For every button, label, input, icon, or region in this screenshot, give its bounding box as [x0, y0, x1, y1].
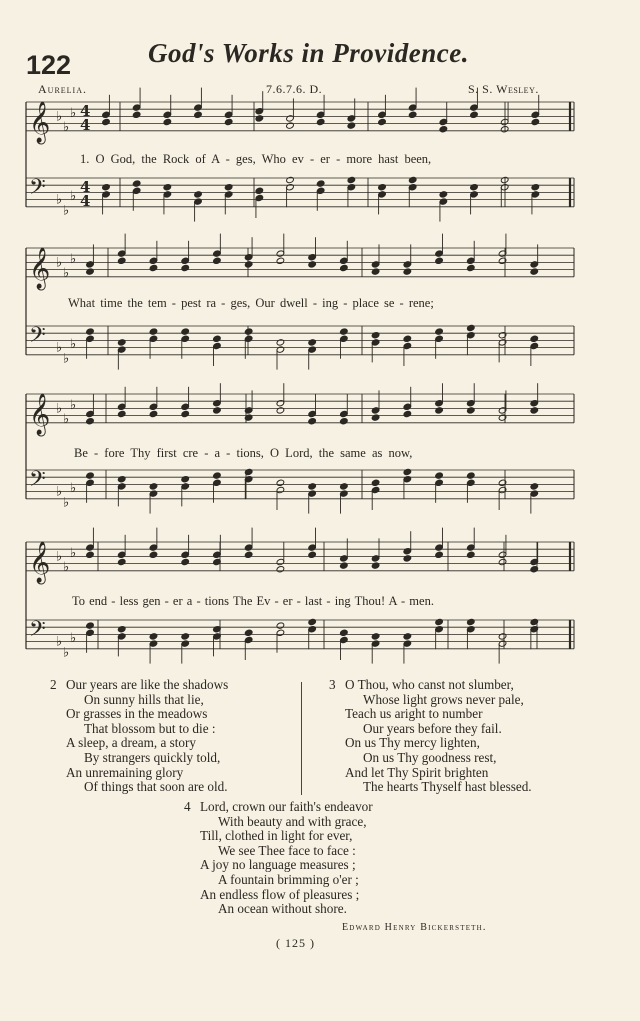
note-head: [86, 268, 95, 275]
verse-number: 4: [184, 799, 191, 814]
note-head: [467, 264, 476, 271]
note-head: [181, 476, 190, 483]
flat-icon: ♭: [70, 397, 77, 413]
note-head: [117, 626, 126, 633]
note-head: [435, 472, 444, 479]
note-head: [181, 558, 190, 565]
note-head: [149, 633, 158, 640]
verse-line: Or grasses in the meadows: [66, 706, 208, 722]
flat-icon: ♭: [70, 251, 77, 267]
note-head: [86, 418, 95, 425]
note-head: [276, 257, 285, 264]
note-head: [86, 622, 95, 629]
verse-divider: [301, 682, 302, 795]
treble-clef-icon: 𝄞: [29, 393, 51, 435]
note-head: [149, 551, 158, 558]
note-head: [255, 115, 264, 122]
note-head: [213, 335, 222, 342]
note-head: [408, 176, 417, 183]
note-head: [340, 328, 349, 335]
flat-icon: ♭: [56, 401, 63, 417]
note-head: [530, 483, 539, 490]
note-head: [308, 261, 317, 268]
note-head: [403, 268, 412, 275]
flat-icon: ♭: [63, 412, 70, 428]
bass-clef-icon: 𝄢: [29, 175, 46, 205]
note-head: [286, 122, 295, 129]
note-head: [531, 184, 540, 191]
note-head: [347, 176, 356, 183]
verse-line: On us Thy mercy lighten,: [345, 735, 480, 751]
note-head: [244, 328, 253, 335]
note-head: [498, 332, 507, 339]
flat-icon: ♭: [56, 634, 63, 650]
note-head: [435, 407, 444, 414]
verse-line: An unremaining glory: [66, 764, 184, 780]
note-head: [467, 618, 476, 625]
verse-number: 2: [50, 677, 57, 692]
note-head: [181, 264, 190, 271]
note-head: [340, 418, 349, 425]
note-head: [470, 184, 479, 191]
verse-line: By strangers quickly told,: [84, 749, 221, 765]
note-head: [403, 410, 412, 417]
verse-line: A sleep, a dream, a story: [66, 735, 197, 751]
note-head: [371, 268, 380, 275]
lyric-line: Be - fore Thy first cre - a - tions, O Lord, the same as now,: [74, 446, 413, 460]
lyric-line: To end - less gen - er a - tions The Ev - er - last - ing Thou! A - men.: [72, 594, 434, 608]
treble-clef-icon: 𝄞: [29, 541, 51, 583]
flat-icon: ♭: [70, 337, 77, 352]
note-head: [117, 558, 126, 565]
verse-line: Lord, crown our faith's endeavor: [200, 799, 373, 814]
time-signature: 4: [80, 116, 91, 134]
note-head: [86, 472, 95, 479]
note-head: [531, 118, 540, 125]
time-signature: 4: [80, 102, 91, 120]
author: Edward Henry Bickersteth.: [342, 922, 487, 933]
flat-icon: ♭: [63, 645, 70, 661]
meter: 7.6.7.6. D.: [266, 82, 323, 96]
flat-icon: ♭: [70, 189, 77, 204]
note-head: [276, 479, 285, 486]
hymn-title: God's Works in Providence.: [148, 38, 470, 68]
note-head: [181, 633, 190, 640]
note-head: [378, 118, 387, 125]
note-head: [340, 629, 349, 636]
note-head: [149, 328, 158, 335]
note-head: [371, 479, 380, 486]
time-signature: 4: [80, 178, 91, 196]
note-head: [224, 184, 233, 191]
verse-line: That blossom but to die :: [84, 720, 216, 736]
verse-4: [184, 800, 373, 917]
flat-icon: ♭: [63, 560, 70, 576]
flat-icon: ♭: [63, 266, 70, 282]
note-head: [244, 629, 253, 636]
verse-line: A fountain brimming o'er ;: [218, 871, 359, 887]
note-head: [378, 184, 387, 191]
note-head: [276, 622, 285, 629]
verse-line: O Thou, who canst not slumber,: [345, 677, 514, 692]
time-signature: 4: [80, 192, 91, 210]
note-head: [435, 328, 444, 335]
note-head: [102, 118, 111, 125]
note-head: [439, 191, 448, 198]
note-head: [371, 633, 380, 640]
note-head: [117, 339, 126, 346]
note-head: [181, 410, 190, 417]
verse-line: Teach us aright to number: [345, 706, 483, 722]
tune-name: Aurelia.: [38, 82, 87, 96]
verse-line: Till, clothed in light for ever,: [200, 828, 353, 844]
flat-icon: ♭: [56, 340, 63, 356]
verse-line: With beauty and with grace,: [218, 813, 367, 829]
note-head: [276, 407, 285, 414]
note-head: [163, 184, 172, 191]
composer: S. S. Wesley.: [468, 82, 539, 96]
note-head: [403, 335, 412, 342]
note-head: [244, 468, 253, 475]
note-head: [213, 257, 222, 264]
bass-clef-icon: 𝄢: [29, 617, 46, 647]
note-head: [371, 332, 380, 339]
note-head: [132, 111, 141, 118]
verse-line: Whose light grows never pale,: [363, 691, 524, 707]
note-head: [276, 339, 285, 346]
note-head: [194, 111, 203, 118]
note-head: [213, 407, 222, 414]
bass-clef-icon: 𝄢: [29, 467, 46, 497]
lyric-line: 1. O God, the Rock of A - ges, Who ev - er - more hast been,: [80, 152, 432, 166]
note-head: [435, 551, 444, 558]
note-head: [316, 118, 325, 125]
flat-icon: ♭: [70, 631, 77, 646]
note-head: [308, 418, 317, 425]
verse-line: Our years before they fail.: [363, 720, 502, 736]
note-head: [244, 261, 253, 268]
note-head: [467, 551, 476, 558]
note-head: [340, 483, 349, 490]
note-head: [149, 410, 158, 417]
flat-icon: ♭: [70, 545, 77, 561]
note-head: [194, 191, 203, 198]
treble-clef-icon: 𝄞: [29, 247, 51, 289]
note-head: [181, 328, 190, 335]
note-head: [498, 414, 507, 421]
verse-3: [329, 678, 532, 795]
note-head: [530, 268, 539, 275]
note-head: [316, 180, 325, 187]
note-head: [435, 257, 444, 264]
note-head: [530, 566, 539, 573]
hymn-number: 122: [26, 50, 72, 80]
note-head: [347, 122, 356, 129]
flat-icon: ♭: [63, 351, 70, 367]
verse-line: On sunny hills that lie,: [84, 691, 204, 707]
verse-line: Our years are like the shadows: [66, 677, 229, 692]
flat-icon: ♭: [56, 255, 63, 271]
note-head: [340, 264, 349, 271]
verse-2: [50, 678, 228, 795]
note-head: [86, 328, 95, 335]
note-head: [403, 633, 412, 640]
note-head: [498, 558, 507, 565]
verse-line: A joy no language measures ;: [200, 857, 356, 873]
verse-number: 3: [329, 677, 336, 692]
note-head: [439, 126, 448, 133]
note-head: [117, 410, 126, 417]
note-head: [470, 111, 479, 118]
note-head: [149, 264, 158, 271]
note-head: [244, 551, 253, 558]
note-head: [308, 483, 317, 490]
note-head: [308, 551, 317, 558]
note-head: [276, 566, 285, 573]
verse-line: The hearts Thyself hast blessed.: [363, 779, 532, 795]
note-head: [408, 111, 417, 118]
note-head: [286, 176, 295, 183]
note-head: [498, 633, 507, 640]
note-head: [149, 483, 158, 490]
note-head: [132, 180, 141, 187]
note-head: [371, 414, 380, 421]
note-head: [117, 257, 126, 264]
verse-line: And let Thy Spirit brighten: [345, 764, 489, 780]
note-head: [308, 339, 317, 346]
note-head: [86, 551, 95, 558]
note-head: [403, 468, 412, 475]
verse-line: Of things that soon are old.: [84, 779, 228, 795]
flat-icon: ♭: [70, 481, 77, 496]
note-head: [467, 407, 476, 414]
flat-icon: ♭: [63, 203, 70, 219]
note-head: [340, 562, 349, 569]
flat-icon: ♭: [56, 192, 63, 208]
note-head: [403, 555, 412, 562]
note-head: [498, 479, 507, 486]
note-head: [117, 476, 126, 483]
note-head: [163, 118, 172, 125]
note-head: [255, 187, 264, 194]
verse-line: On us Thy goodness rest,: [363, 749, 497, 765]
flat-icon: ♭: [56, 109, 63, 125]
flat-icon: ♭: [70, 105, 77, 121]
verse-line: An endless flow of pleasures ;: [200, 886, 360, 902]
verse-line: We see Thee face to face :: [218, 842, 356, 858]
note-head: [308, 618, 317, 625]
flat-icon: ♭: [63, 495, 70, 511]
note-head: [530, 407, 539, 414]
note-head: [102, 184, 111, 191]
note-head: [530, 335, 539, 342]
note-head: [467, 324, 476, 331]
treble-clef-icon: 𝄞: [29, 101, 51, 143]
note-head: [224, 118, 233, 125]
page-number: ( 125 ): [276, 936, 315, 950]
note-head: [467, 472, 476, 479]
flat-icon: ♭: [56, 484, 63, 500]
note-head: [371, 562, 380, 569]
verse-line: An ocean without shore.: [218, 901, 347, 917]
flat-icon: ♭: [56, 549, 63, 565]
note-head: [498, 257, 507, 264]
lyric-line: What time the tem - pest ra - ges, Our dwell - ing - place se - rene;: [68, 296, 434, 310]
note-head: [435, 618, 444, 625]
flat-icon: ♭: [63, 120, 70, 136]
bass-clef-icon: 𝄢: [29, 323, 46, 353]
note-head: [213, 472, 222, 479]
